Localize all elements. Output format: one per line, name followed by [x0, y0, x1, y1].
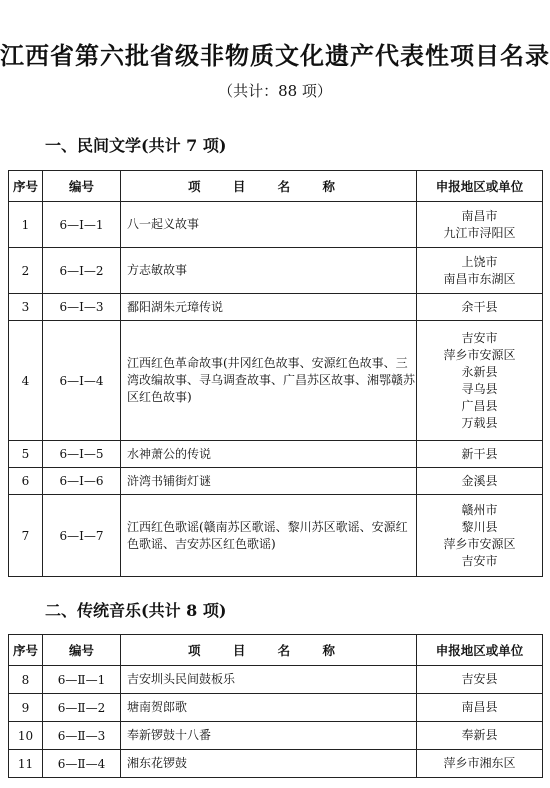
row-project-name: 吉安圳头民间鼓板乐	[121, 666, 417, 694]
region-item: 吉安市	[461, 553, 498, 568]
region-item: 余干县	[461, 299, 498, 314]
table-row	[9, 441, 543, 468]
row-regions	[417, 248, 543, 294]
row-project-name: 湘东花锣鼓	[121, 750, 417, 778]
traditional-music-table	[8, 634, 543, 778]
row-code: 6—Ⅰ—4	[43, 321, 121, 441]
row-code: 6—Ⅱ—2	[43, 694, 121, 722]
row-code: 6—Ⅰ—6	[43, 468, 121, 495]
row-code: 6—Ⅰ—3	[43, 294, 121, 321]
row-project-name: 江西红色革命故事(井冈红色故事、安源红色故事、三湾改编故事、寻乌调查故事、广昌苏区故事、湘鄂赣苏区红色故事)	[121, 321, 417, 441]
folk-literature-table	[8, 170, 543, 577]
row-regions	[417, 750, 543, 778]
table-row	[9, 750, 543, 778]
table-header-row	[9, 635, 543, 666]
row-seq: 8	[9, 666, 43, 694]
row-seq: 10	[9, 722, 43, 750]
row-code: 6—Ⅰ—5	[43, 441, 121, 468]
row-seq: 11	[9, 750, 43, 778]
region-item: 萍乡市安源区	[443, 536, 516, 551]
row-code: 6—Ⅱ—1	[43, 666, 121, 694]
region-item: 萍乡市湘东区	[443, 756, 516, 770]
document-subtitle: （共计：88 项）	[218, 82, 332, 100]
header-code: 编号	[43, 635, 121, 666]
region-item: 上饶市	[461, 254, 498, 269]
row-project-name: 塘南贺郎歌	[121, 694, 417, 722]
header-region: 申报地区或单位	[417, 635, 543, 666]
table-row	[9, 666, 543, 694]
header-name: 项 目 名 称	[121, 171, 417, 202]
header-seq: 序号	[9, 635, 43, 666]
row-seq: 6	[9, 468, 43, 495]
row-project-name: 八一起义故事	[121, 202, 417, 248]
row-regions	[417, 294, 543, 321]
row-project-name: 奉新锣鼓十八番	[121, 722, 417, 750]
region-item: 赣州市	[461, 502, 498, 517]
header-seq: 序号	[9, 171, 43, 202]
table-row	[9, 722, 543, 750]
region-item: 萍乡市安源区	[443, 347, 516, 362]
region-item: 九江市浔阳区	[443, 225, 516, 240]
region-item: 南昌市	[461, 208, 498, 223]
header-name: 项 目 名 称	[121, 635, 417, 666]
table-row	[9, 694, 543, 722]
table-header-row	[9, 171, 543, 202]
region-item: 万载县	[461, 415, 498, 430]
row-seq: 9	[9, 694, 43, 722]
table-row	[9, 294, 543, 321]
region-item: 寻乌县	[461, 381, 498, 396]
row-seq: 2	[9, 248, 43, 294]
table-row	[9, 248, 543, 294]
row-regions	[417, 468, 543, 495]
table-row	[9, 202, 543, 248]
region-item: 新干县	[461, 446, 498, 461]
row-code: 6—Ⅰ—1	[43, 202, 121, 248]
region-item: 永新县	[461, 364, 498, 379]
region-item: 吉安县	[461, 672, 498, 686]
region-item: 黎川县	[461, 519, 498, 534]
row-seq: 3	[9, 294, 43, 321]
region-item: 南昌市东湖区	[443, 271, 516, 286]
row-regions	[417, 694, 543, 722]
region-item: 金溪县	[461, 473, 498, 488]
table-row	[9, 495, 543, 577]
row-code: 6—Ⅱ—3	[43, 722, 121, 750]
row-project-name: 鄱阳湖朱元璋传说	[121, 294, 417, 321]
row-regions	[417, 495, 543, 577]
header-region: 申报地区或单位	[417, 171, 543, 202]
row-seq: 5	[9, 441, 43, 468]
row-project-name: 水神萧公的传说	[121, 441, 417, 468]
table-row	[9, 468, 543, 495]
section-heading-traditional-music: 二、传统音乐(共计 8 项)	[45, 601, 227, 620]
region-item: 广昌县	[461, 398, 498, 413]
document-title: 江西省第六批省级非物质文化遗产代表性项目名录	[0, 41, 550, 70]
row-project-name: 江西红色歌谣(赣南苏区歌谣、黎川苏区歌谣、安源红色歌谣、吉安苏区红色歌谣)	[121, 495, 417, 577]
row-code: 6—Ⅰ—7	[43, 495, 121, 577]
row-regions	[417, 666, 543, 694]
row-regions	[417, 202, 543, 248]
row-seq: 1	[9, 202, 43, 248]
table-row	[9, 321, 543, 441]
section-heading-folk-literature: 一、民间文学(共计 7 项)	[45, 136, 227, 155]
row-seq: 7	[9, 495, 43, 577]
row-regions	[417, 441, 543, 468]
row-project-name: 方志敏故事	[121, 248, 417, 294]
header-code: 编号	[43, 171, 121, 202]
region-item: 南昌县	[461, 700, 498, 714]
row-regions	[417, 321, 543, 441]
row-regions	[417, 722, 543, 750]
row-project-name: 浒湾书铺街灯谜	[121, 468, 417, 495]
region-item: 奉新县	[461, 728, 498, 742]
row-code: 6—Ⅰ—2	[43, 248, 121, 294]
row-seq: 4	[9, 321, 43, 441]
region-item: 吉安市	[461, 330, 498, 345]
row-code: 6—Ⅱ—4	[43, 750, 121, 778]
